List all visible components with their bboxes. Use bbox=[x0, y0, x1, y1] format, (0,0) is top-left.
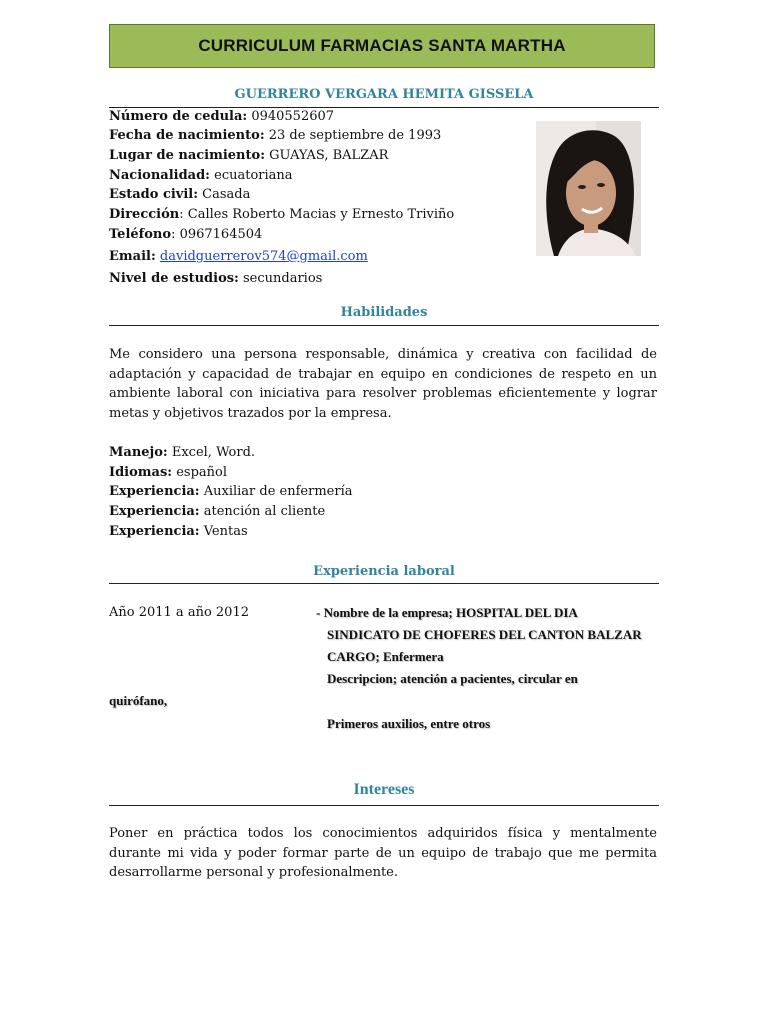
habilidades-heading: Habilidades bbox=[340, 305, 428, 320]
experiencia-divider bbox=[109, 583, 659, 584]
email-link[interactable]: davidguerrerov574@gmail.com bbox=[159, 249, 368, 264]
intereses-paragraph: Poner en práctica todos los conocimientos adquiridos física y mentalmente durante mi vida y poder formar parte de un equipo de trabajo que me permita desarrollarme personal y profesionalmente. bbox=[109, 826, 657, 880]
experience-period: Año 2011 a año 2012 bbox=[109, 605, 249, 620]
experience-description: Descripcion; atención a pacientes, circular en bbox=[327, 671, 578, 686]
field-education: Nivel de estudios: secundarios bbox=[109, 271, 323, 286]
field-address: Dirección: Calles Roberto Macias y Ernesto Triviño bbox=[109, 207, 455, 222]
skill-manejo: Manejo: Excel, Word. bbox=[109, 445, 256, 460]
experience-role: CARGO; Enfermera bbox=[327, 649, 444, 664]
intereses-heading: Intereses bbox=[353, 781, 415, 798]
field-nationality: Nacionalidad: ecuatoriana bbox=[109, 168, 293, 183]
profile-photo bbox=[536, 121, 641, 256]
field-email: Email: davidguerrerov574@gmail.com bbox=[109, 249, 368, 264]
field-civil-status: Estado civil: Casada bbox=[109, 187, 251, 202]
field-birthplace: Lugar de nacimiento: GUAYAS, BALZAR bbox=[109, 148, 389, 163]
skill-experiencia-2: Experiencia: atención al cliente bbox=[109, 504, 326, 519]
person-name: GUERRERO VERGARA HEMITA GISSELA bbox=[234, 87, 534, 102]
habilidades-paragraph: Me considero una persona responsable, dinámica y creativa con facilidad de adaptación y capacidad de trabajar en equipo en condiciones de respeto en un ambiente laboral con iniciativa para resolver problemas eficientemente y lograr metas y objetivos trazados por la empresa. bbox=[109, 347, 657, 421]
intereses-divider bbox=[109, 805, 659, 806]
skill-experiencia-1: Experiencia: Auxiliar de enfermería bbox=[109, 484, 353, 499]
experience-extra: Primeros auxilios, entre otros bbox=[327, 716, 491, 731]
experience-description-cont: quirófano, bbox=[109, 693, 168, 708]
skill-experiencia-3: Experiencia: Ventas bbox=[109, 524, 248, 539]
experiencia-heading: Experiencia laboral bbox=[313, 564, 455, 579]
title-banner bbox=[109, 24, 655, 68]
field-cedula: Número de cedula: 0940552607 bbox=[109, 109, 335, 124]
cv-title: CURRICULUM FARMACIAS SANTA MARTHA bbox=[198, 36, 566, 55]
field-phone: Teléfono: 0967164504 bbox=[109, 227, 263, 242]
experience-company: - Nombre de la empresa; HOSPITAL DEL DIA bbox=[316, 605, 578, 620]
skill-idiomas: Idiomas: español bbox=[109, 465, 228, 480]
field-birthdate: Fecha de nacimiento: 23 de septiembre de 1993 bbox=[109, 128, 442, 143]
experience-company-cont: SINDICATO DE CHOFERES DEL CANTON BALZAR bbox=[327, 627, 642, 642]
name-divider bbox=[109, 107, 659, 108]
habilidades-divider bbox=[109, 325, 659, 326]
